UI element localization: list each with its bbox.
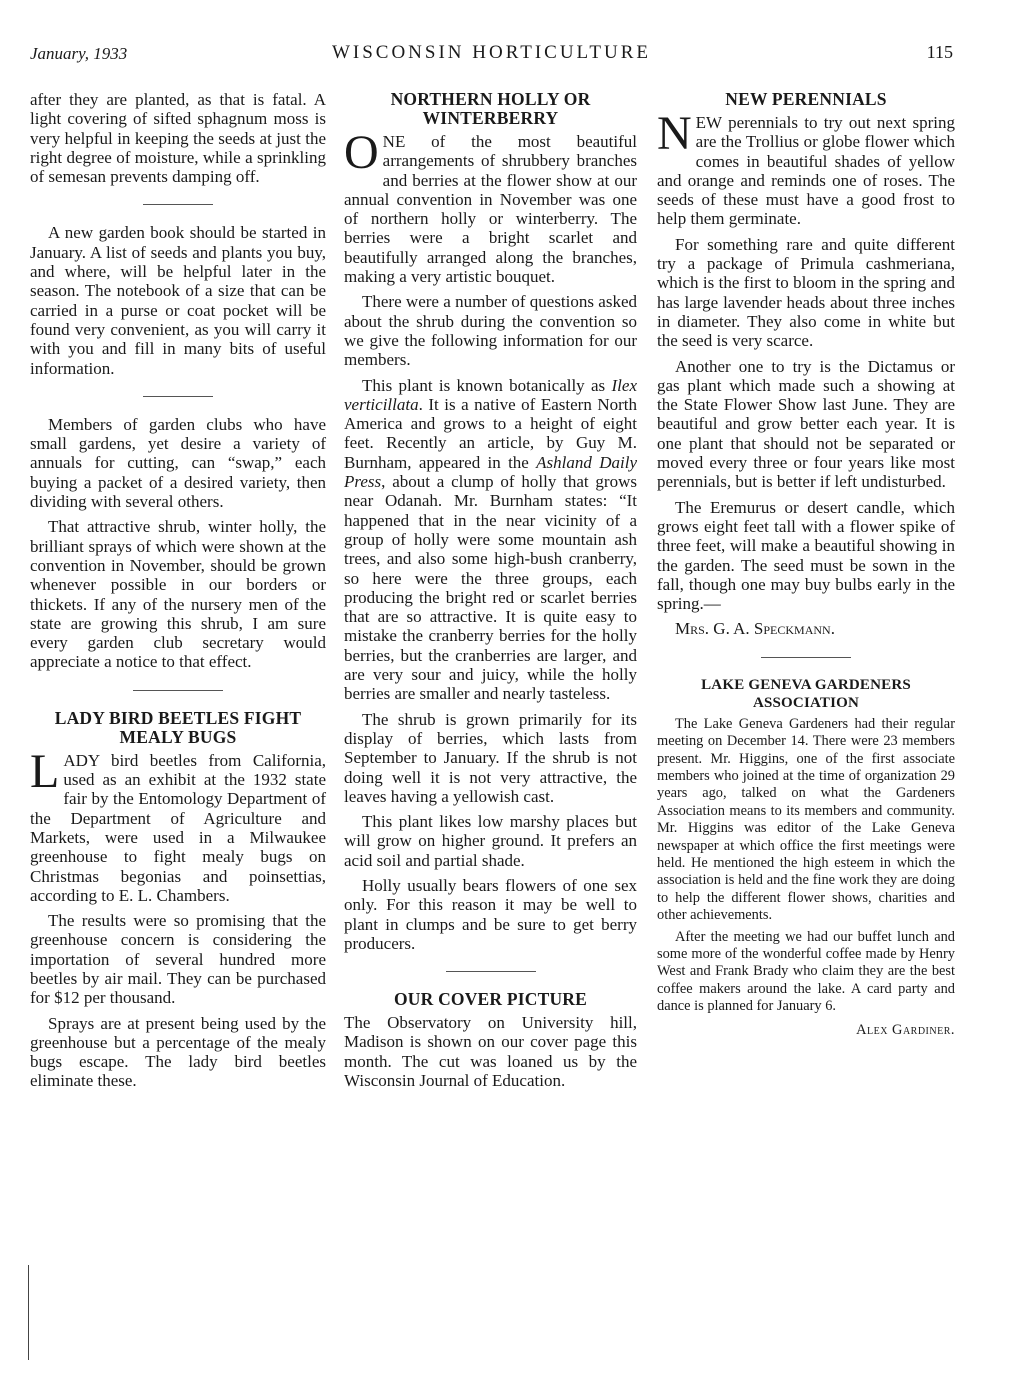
paragraph: Holly usually bears flowers of one sex only. For this reason it may be well to plant in clumps and be sure to get berry producers.	[344, 875, 637, 953]
scan-margin-line	[28, 1265, 29, 1360]
paragraph: Another one to try is the Dictamus or gas plant which made such a showing at the State Flower Show last June. They are beautiful and grow better each year. It is one plant that should not be separated or moved every three or four years like most perennials, but is better if left undisturbed.	[657, 356, 955, 492]
column-right	[657, 90, 955, 1039]
paragraph: The Eremurus or desert candle, which grows eight feet tall with a flower spike of three feet, will make a beautiful showing in the garden. The seed must be sown in the fall, though one may buy bulbs early in the spring.—	[657, 497, 955, 614]
paragraph: Members of garden clubs who have small gardens, yet desire a variety of annuals for cutting, can “swap,” each buying a packet of a desired variety, then dividing with several others.	[30, 414, 326, 512]
drop-cap: L	[30, 744, 60, 798]
paragraph: That attractive shrub, winter holly, the brilliant sprays of which were shown at the convention in November, should be grown whenever possible in our borders or thickets. If any of the nursery men of the state are growing this shrub, I am sure every garden club secretary would appreciate a notice to that effect.	[30, 517, 326, 672]
paragraph: After the meeting we had our buffet lunch and some more of the wonderful coffee made by Henry West and Frank Brady who claim they are the best coffee makers around the lake. A card party and dance is planned for January 6.	[657, 928, 955, 1015]
issue-date: January, 1933	[30, 44, 128, 63]
author-signature: Mrs. G. A. Speckmann.	[675, 619, 835, 639]
publication-title: WISCONSIN HORTICULTURE	[331, 42, 652, 63]
paragraph: LADY bird beetles from California, used as an exhibit at the 1932 state fair by the Entomology Department of the Department of Agriculture and Markets, were used in a Milwaukee greenhouse to fight mealy bugs on Christmas begonias and poinsettias, according to E. L. Chambers.	[30, 744, 326, 905]
paragraph: ONE of the most beautiful arrangements of shrubbery branches and berries at the flower show at our annual convention in November was one of northern holly or winterberry. The berries were a bright scarlet and beautifully arranged along the branches, making a very artistic bouquet.	[344, 126, 637, 287]
paragraph: The Observatory on University hill, Madison is shown on our cover page this month. The cut was loaned us by the Wisconsin Journal of Education.	[344, 1013, 637, 1091]
paragraph: This plant likes low marshy places but will grow on higher ground. It prefers an acid soil and partial shade.	[344, 812, 637, 870]
page-header	[30, 42, 953, 72]
drop-cap: N	[657, 107, 692, 160]
article-heading-lake-geneva: LAKE GENEVA GARDENERS ASSOCIATION	[701, 676, 911, 711]
paragraph: The Lake Geneva Gardeners had their regular meeting on December 14. There were 23 members present. Mr. Higgins, one of the first associate members who joined at the time of organization 29 years ago, talked on what the Gardeners Association means to its members and community. Mr. Higgins was editor of the Lake Geneva newspaper at which office the first meetings were held. He mentioned the high esteem in which the association is held and the fine work they are doing to help the different flower shows, charities and other achievements.	[657, 715, 955, 924]
article-heading-cover: OUR COVER PICTURE	[394, 989, 587, 1010]
paragraph: For something rare and quite different try a package of Primula cashmeriana, which is the first to bloom in the spring and has large lavender heads about three inches in diameter. They also come in white but the seed is very scarce.	[657, 234, 955, 351]
column-left	[30, 90, 326, 1097]
column-middle	[344, 90, 637, 1096]
article-heading-lady-bird: LADY BIRD BEETLES FIGHT MEALY BUGS	[54, 707, 302, 747]
section-divider	[446, 971, 536, 972]
paragraph: This plant is known botanically as Ilex verticillata. It is a native of Eastern North America and grows to a height of eight feet. Recently an article, by Guy M. Burnham, appeared in the Ashland Daily Press, about a clump of holly that grows near Odanah. Mr. Burnham states: “It happened that in the near vicinity of a group of holly were some mountain ash trees, and also some high-bush cranberry, so here were the three groups, each producing the bright red or scarlet berries that are so attractive. It is quite easy to mistake the cranberry berries for the holly berries, but the cranberries are larger, and are very sour and juicy, while the holly berries are smaller and nearly tasteless.	[344, 375, 637, 704]
article-body-lake-geneva	[657, 716, 955, 1039]
section-divider	[143, 396, 213, 397]
paragraph: A new garden book should be started in January. A list of seeds and plants you buy, and where, will be helpful later in the season. The notebook of a size that can be carried in a purse or coat pocket will be found very convenient, as you will carry it with you and fill in many bits of useful information.	[30, 223, 326, 378]
article-heading-holly: NORTHERN HOLLY OR WINTERBERRY	[390, 89, 591, 128]
paragraph: There were a number of questions asked about the shrub during the convention so we give the following information for our members.	[344, 292, 637, 370]
paragraph: after they are planted, as that is fatal. A light covering of sifted sphagnum moss is very helpful in keeping the seeds at just the right degree of moisture, while a sprinkling of semesan prevents damping off.	[30, 90, 326, 187]
paragraph: Sprays are at present being used by the greenhouse but a percentage of the mealy bugs escape. The lady bird beetles eliminate these.	[30, 1013, 326, 1091]
article-heading-perennials: NEW PERENNIALS	[725, 89, 887, 109]
author-signature: Alex Gardiner.	[856, 1021, 955, 1038]
paragraph: The shrub is grown primarily for its display of berries, which lasts from September to January. If the shrub is not doing well it is not very attractive, the leaves having a yellowish cast.	[344, 709, 637, 806]
drop-cap: O	[344, 126, 379, 179]
paragraph: The results were so promising that the greenhouse concern is considering the importation of several hundred more beetles by air mail. They can be purchased for $12 per thousand.	[30, 911, 326, 1008]
page-number: 115	[926, 42, 953, 62]
paragraph: NEW perennials to try out next spring are the Trollius or globe flower which comes in beautiful shades of yellow and orange and reminds one of roses. The seeds of these must have a good frost to help them germinate.	[657, 107, 955, 229]
section-divider	[761, 657, 851, 658]
section-divider	[133, 690, 223, 691]
section-divider	[143, 204, 213, 205]
